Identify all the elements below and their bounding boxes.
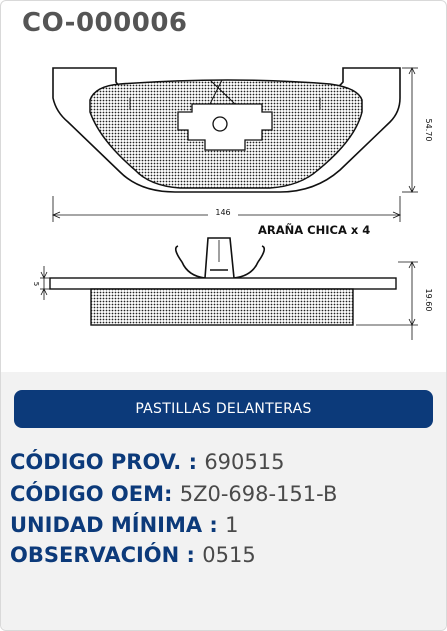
observation-value: 0515 [202,543,256,567]
info-row-observation [10,543,256,567]
observation-label: OBSERVACIÓN : [10,543,195,567]
info-row-oem-code [10,482,337,506]
height-label: 54.70 [424,118,433,142]
clip-note: ARAÑA CHICA x 4 [258,223,371,237]
min-unit-label: UNIDAD MÍNIMA : [10,513,218,537]
info-row-min-unit [10,513,239,537]
oem-code-value: 5Z0-698-151-B [179,482,338,506]
clip-spring [176,238,265,278]
plate-thickness-label: 5 [32,281,40,287]
height-dimension [402,68,418,192]
side-backing-plate [50,278,396,289]
center-pin [213,117,227,131]
product-code: CO-000006 [22,8,188,38]
width-label: 146 [215,208,231,217]
oem-code-label: CÓDIGO OEM: [10,482,173,506]
info-row-supplier-code [10,450,284,474]
thickness-dimension [356,262,418,340]
thickness-label: 19.60 [424,288,433,312]
supplier-code-value: 690515 [204,450,285,474]
side-friction-material [91,289,353,325]
category-button[interactable]: PASTILLAS DELANTERAS [14,390,433,428]
plate-thickness-dimension [40,266,50,300]
supplier-code-label: CÓDIGO PROV. : [10,450,197,474]
brake-pad-drawing [0,44,447,374]
min-unit-value: 1 [225,513,239,537]
